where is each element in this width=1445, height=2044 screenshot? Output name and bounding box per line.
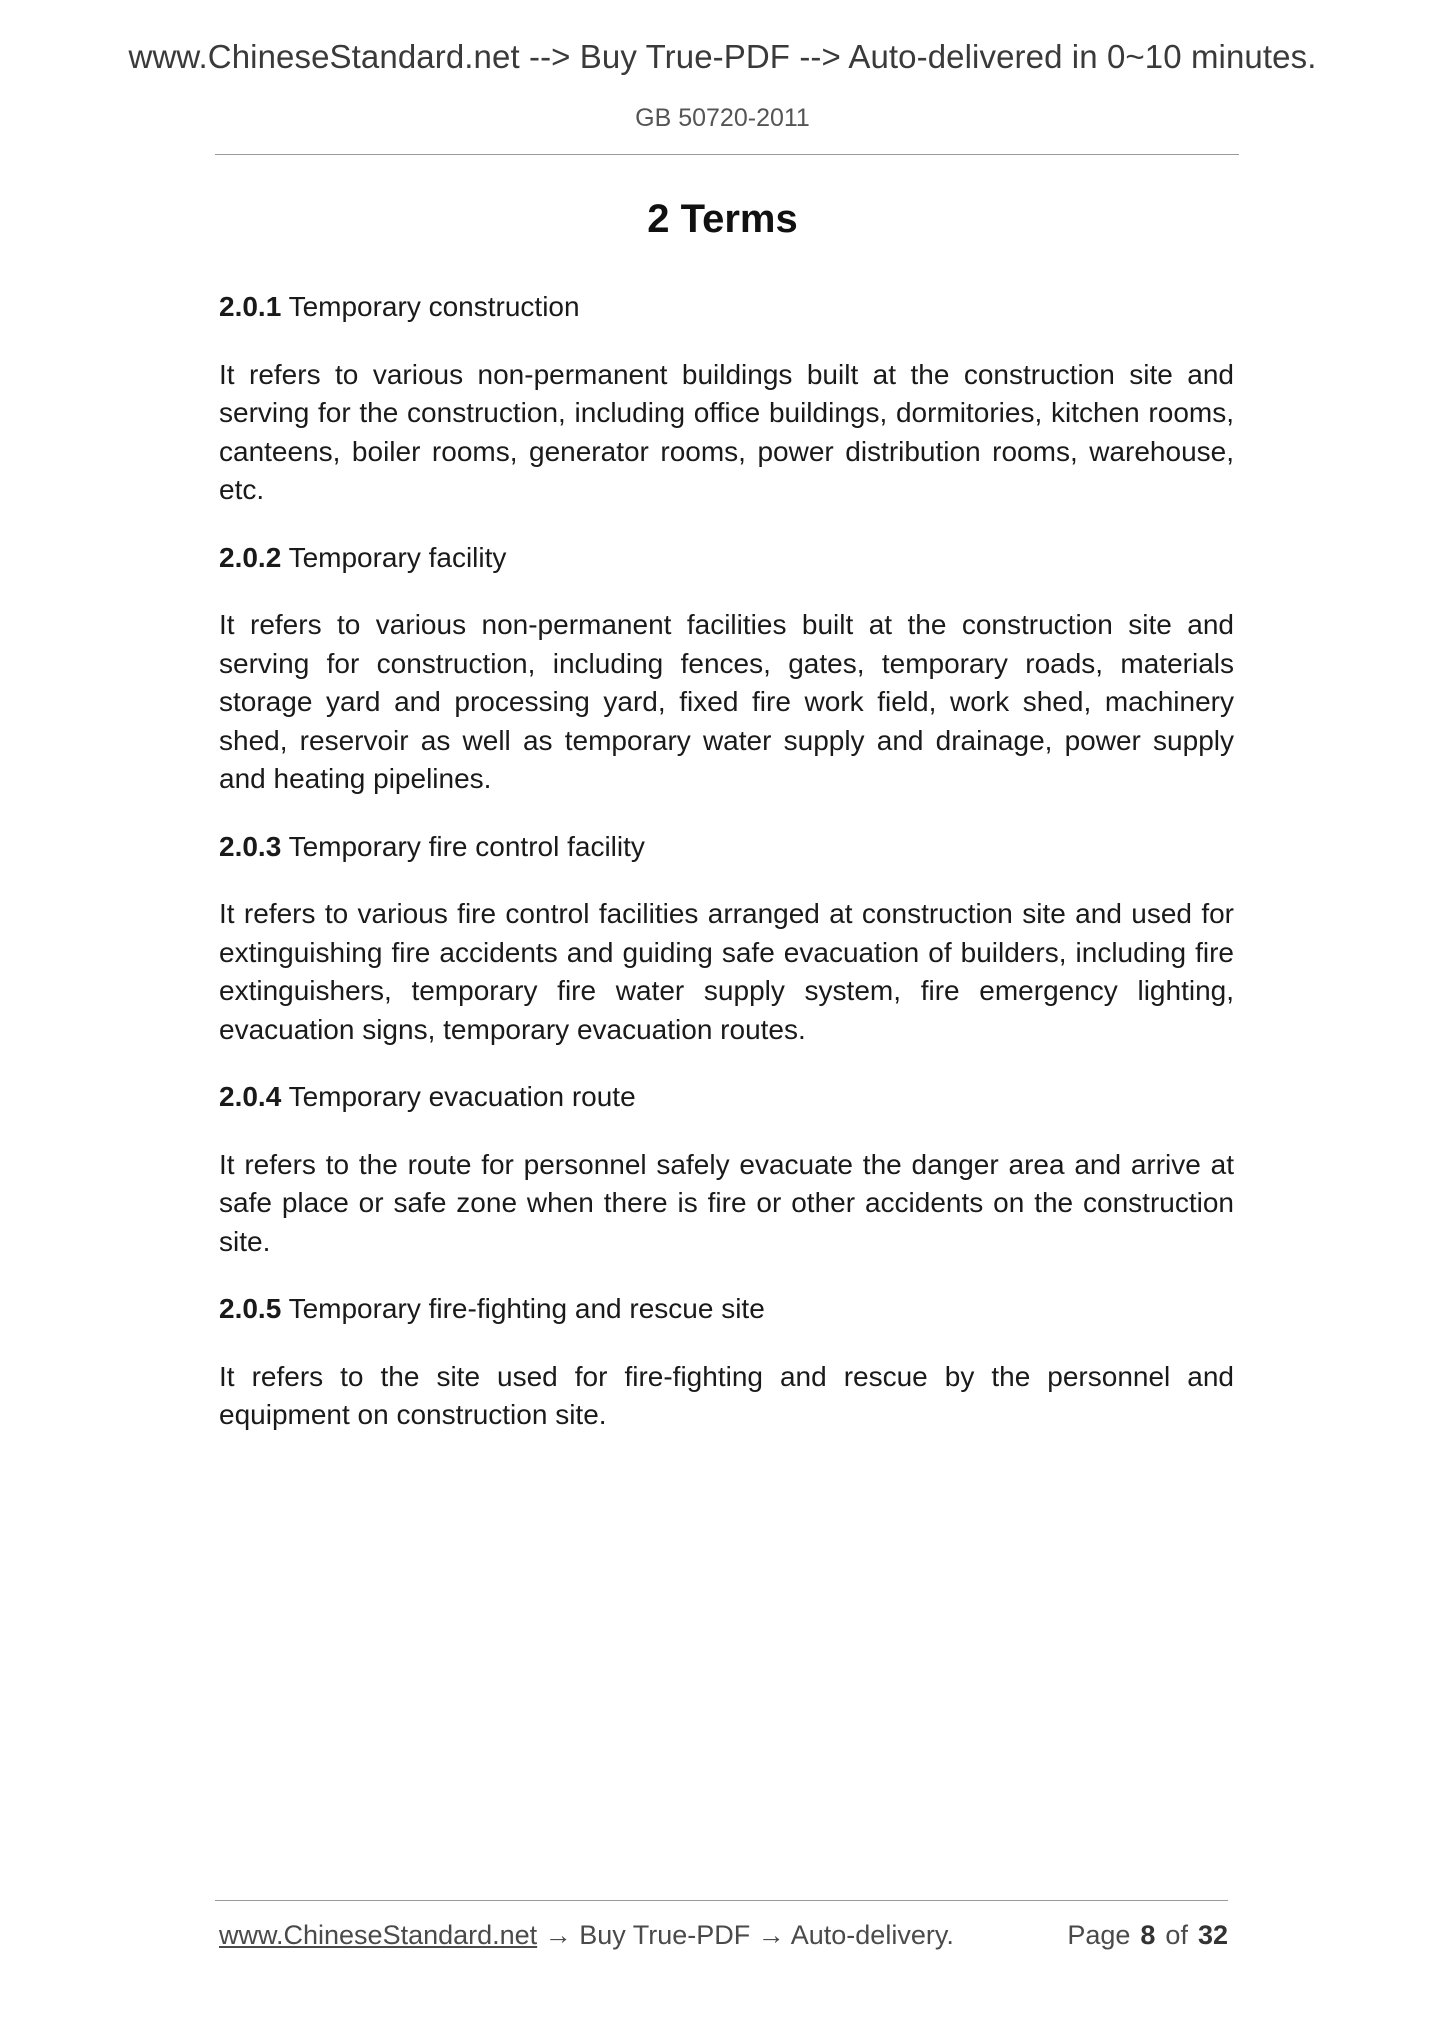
term-name: Temporary fire control facility xyxy=(288,830,645,862)
footer-tagline: → Buy True-PDF → Auto-delivery. xyxy=(544,1920,954,1950)
footer-divider xyxy=(215,1900,1228,1901)
term-definition: It refers to the route for personnel safely evacuate the danger area and arrive at safe place or safe zone when there is fire or other accidents on the construction site. xyxy=(219,1148,1234,1257)
term-definition: It refers to various non-permanent facilities built at the construction site and serving for construction, including fences, gates, temporary roads, materials storage yard and processing yard, fixed fire work field, work shed, machinery shed, reservoir as well as temporary water supply and drainage, power supply and heating pipelines. xyxy=(219,609,1234,794)
term-heading xyxy=(219,1290,1234,1329)
document-code: GB 50720-2011 xyxy=(635,104,810,132)
term-2-0-5 xyxy=(219,1290,1234,1435)
term-heading xyxy=(219,1078,1234,1117)
term-number: 2.0.1 xyxy=(219,291,282,322)
term-heading xyxy=(219,539,1234,578)
total-pages: 32 xyxy=(1197,1920,1228,1950)
term-definition: It refers to various non-permanent buildings built at the construction site and serving for the construction, including office buildings, dormitories, kitchen rooms, canteens, boiler rooms, generator rooms, power distribution rooms, warehouse, etc. xyxy=(219,358,1234,505)
terms-section xyxy=(219,288,1234,1464)
of-label: of xyxy=(1165,1920,1188,1950)
term-definition: It refers to various fire control facilities arranged at construction site and used for extinguishing fire accidents and guiding safe evacuation of builders, including fire extinguishers, temporary fire water supply system, fire emergency lighting, evacuation signs, temporary evacuation routes. xyxy=(219,898,1234,1045)
term-name: Temporary evacuation route xyxy=(288,1081,636,1112)
term-number: 2.0.4 xyxy=(219,1081,282,1112)
term-heading xyxy=(219,288,1234,327)
term-number: 2.0.2 xyxy=(219,541,282,573)
term-2-0-4 xyxy=(219,1078,1234,1261)
footer-source xyxy=(219,1920,954,1951)
term-name: Temporary fire-fighting and rescue site xyxy=(288,1293,765,1324)
page-number: 8 xyxy=(1140,1920,1156,1950)
term-definition: It refers to the site used for fire-fighting and rescue by the personnel and equipment on construction site. xyxy=(219,1360,1234,1430)
chapter-title: 2 Terms xyxy=(647,197,798,241)
page-indicator xyxy=(1067,1920,1228,1951)
header-divider xyxy=(215,154,1239,155)
top-banner: www.ChineseStandard.net --> Buy True-PDF --> Auto-delivered in 0~10 minutes. xyxy=(128,38,1317,75)
page-label: Page xyxy=(1067,1920,1131,1950)
term-number: 2.0.3 xyxy=(219,830,282,862)
term-name: Temporary construction xyxy=(288,291,580,322)
term-heading xyxy=(219,828,1234,867)
website-link[interactable]: www.ChineseStandard.net xyxy=(219,1920,538,1950)
term-2-0-2 xyxy=(219,539,1234,799)
term-2-0-3 xyxy=(219,828,1234,1050)
term-number: 2.0.5 xyxy=(219,1293,282,1324)
term-name: Temporary facility xyxy=(288,541,507,573)
term-2-0-1 xyxy=(219,288,1234,510)
